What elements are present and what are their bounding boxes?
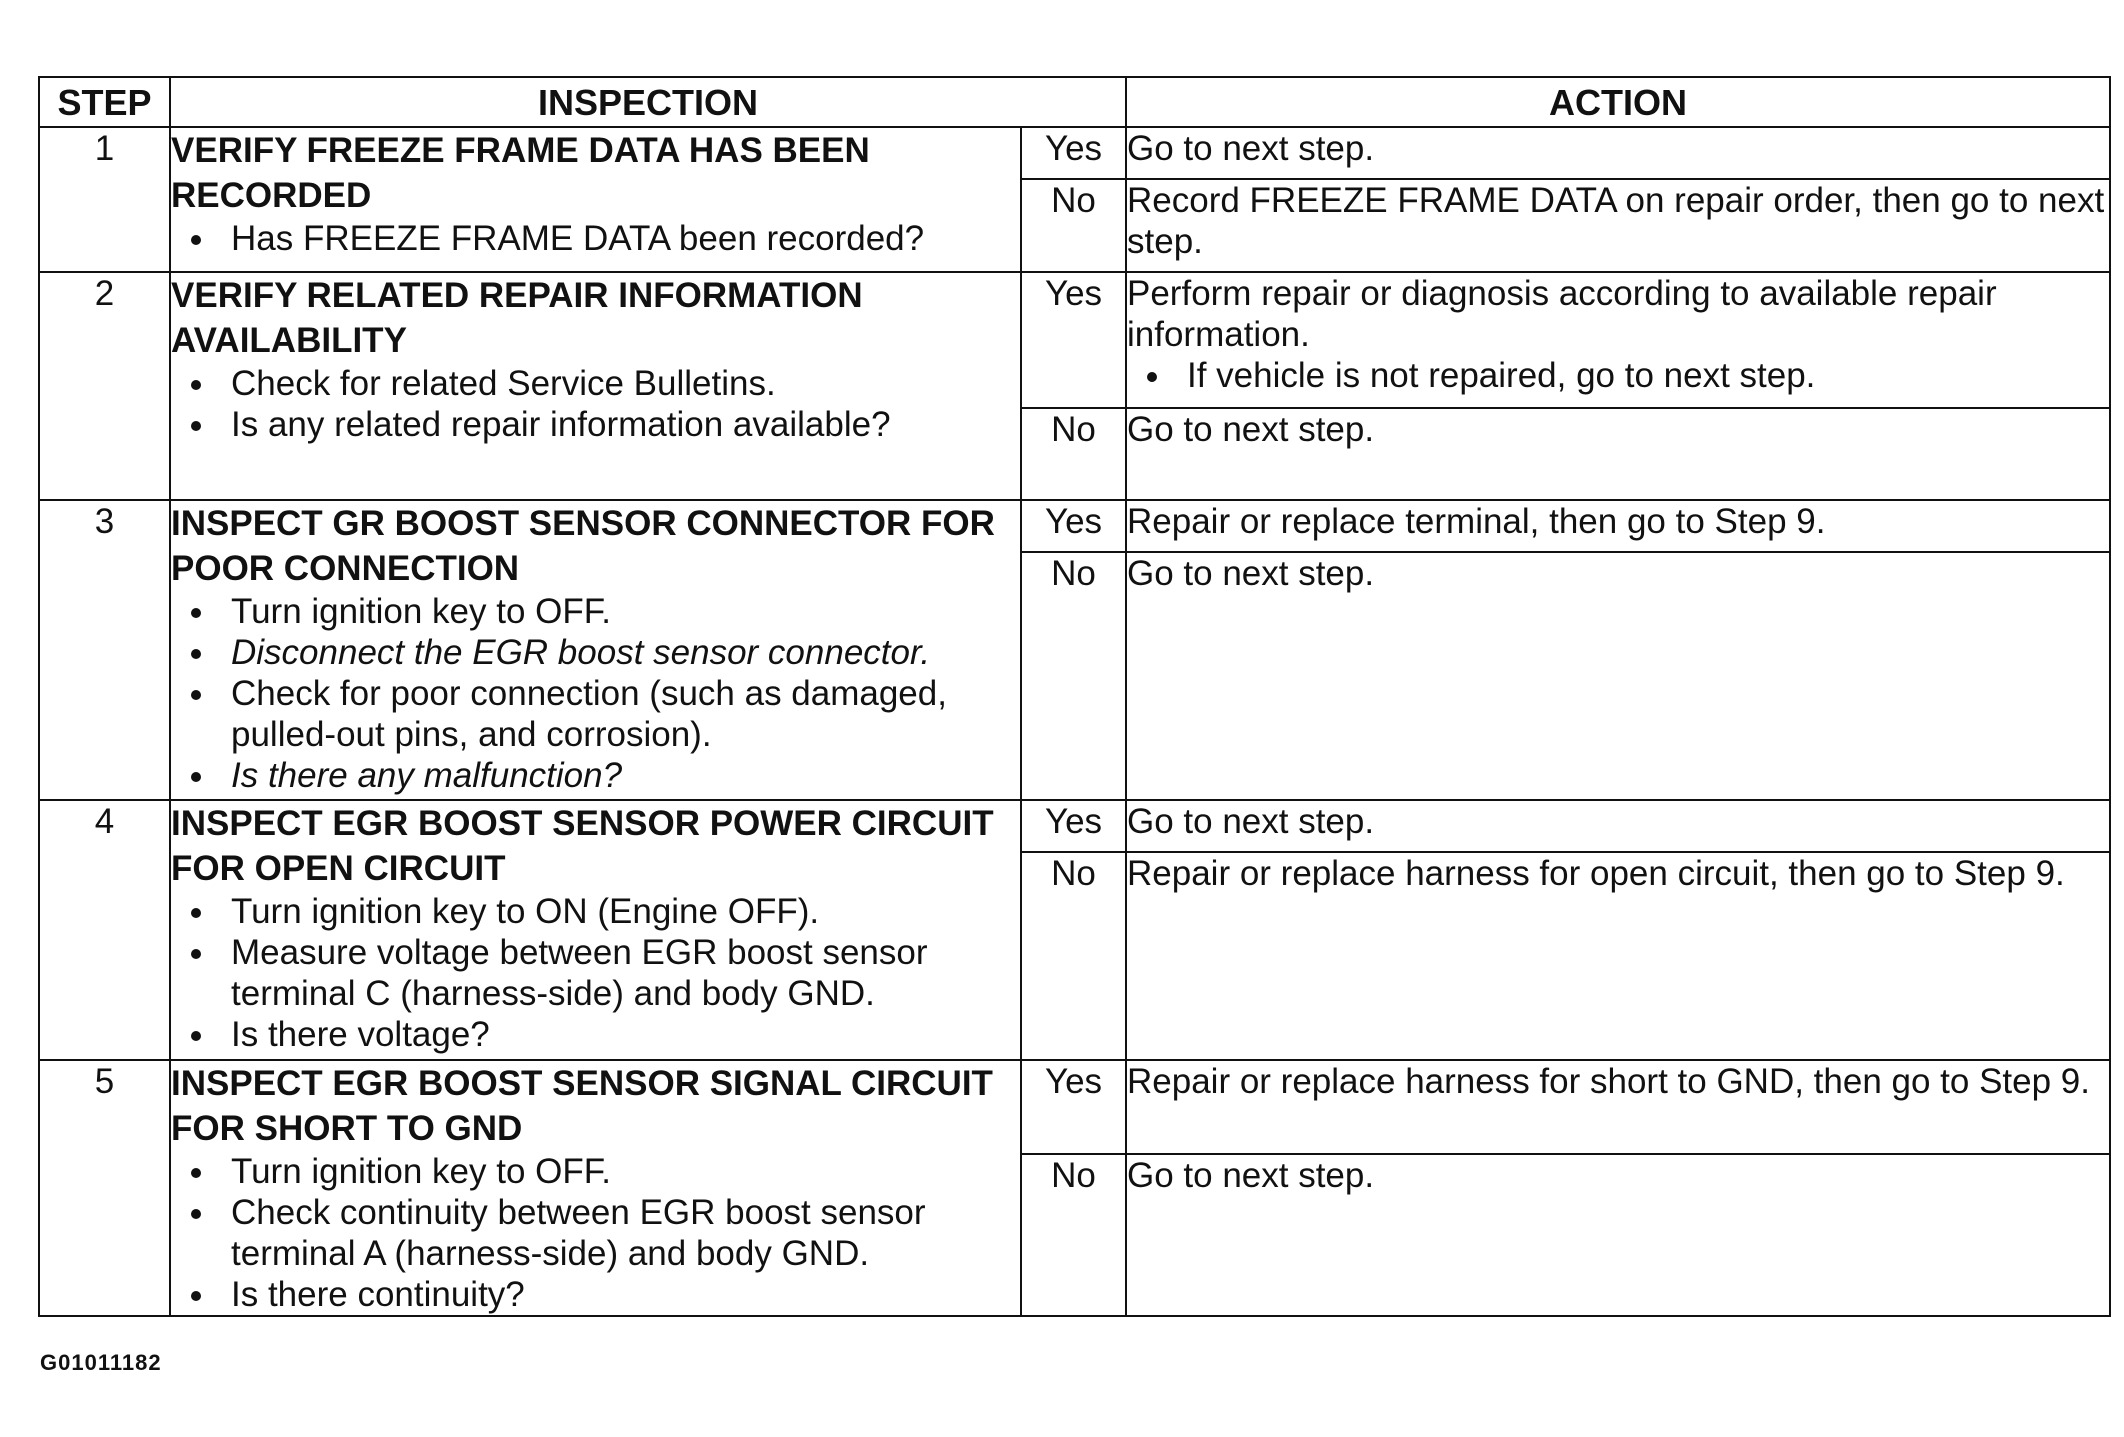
- table-row: [39, 800, 2110, 852]
- no-label: No: [1021, 408, 1126, 500]
- no-label: No: [1021, 852, 1126, 1060]
- inspection-bullet-list: [171, 363, 1020, 445]
- no-action-cell: [1126, 552, 2110, 800]
- no-action-cell: [1126, 852, 2110, 1060]
- inspection-cell: [170, 800, 1021, 1060]
- yes-label: Yes: [1021, 1060, 1126, 1154]
- yes-action-text: Repair or replace terminal, then go to Step 9.: [1127, 502, 1826, 541]
- inspection-bullet: Is there any malfunction?: [231, 755, 1020, 796]
- yes-action-text: Go to next step.: [1127, 129, 1375, 168]
- action-bullet: If vehicle is not repaired, go to next step.: [1187, 355, 2109, 396]
- inspection-cell: [170, 127, 1021, 272]
- no-action-cell: [1126, 408, 2110, 500]
- yes-label: Yes: [1021, 500, 1126, 552]
- inspection-bullet: Is there voltage?: [231, 1014, 1020, 1055]
- inspection-bullet-list: [171, 891, 1020, 1055]
- no-action-text: Record FREEZE FRAME DATA on repair order, then go to next step.: [1127, 181, 2105, 261]
- inspection-bullet: Disconnect the EGR boost sensor connector.: [231, 632, 1020, 673]
- no-label: No: [1021, 552, 1126, 800]
- no-action-text: Repair or replace harness for open circuit, then go to Step 9.: [1127, 854, 2065, 893]
- inspection-cell: [170, 500, 1021, 800]
- no-action-cell: [1126, 1154, 2110, 1316]
- step-number: 5: [39, 1060, 170, 1316]
- yes-label: Yes: [1021, 800, 1126, 852]
- action-bullet-list: [1127, 355, 2109, 396]
- no-label: No: [1021, 179, 1126, 272]
- inspection-bullet: Turn ignition key to ON (Engine OFF).: [231, 891, 1020, 932]
- header-action: ACTION: [1126, 77, 2110, 127]
- yes-label: Yes: [1021, 127, 1126, 179]
- yes-action-cell: [1126, 1060, 2110, 1154]
- figure-code: G01011182: [40, 1350, 162, 1375]
- step-number: 3: [39, 500, 170, 800]
- inspection-title: VERIFY FREEZE FRAME DATA HAS BEEN RECORDED: [171, 131, 870, 215]
- inspection-bullet: Has FREEZE FRAME DATA been recorded?: [231, 218, 1020, 259]
- table-row: [39, 127, 2110, 179]
- inspection-bullet: Check for related Service Bulletins.: [231, 363, 1020, 404]
- inspection-bullet: Turn ignition key to OFF.: [231, 591, 1020, 632]
- yes-action-text: Repair or replace harness for short to GND, then go to Step 9.: [1127, 1062, 2090, 1101]
- inspection-bullet: Is there continuity?: [231, 1274, 1020, 1315]
- inspection-bullet: Check for poor connection (such as damaged, pulled-out pins, and corrosion).: [231, 673, 1020, 755]
- inspection-title: INSPECT EGR BOOST SENSOR SIGNAL CIRCUIT FOR SHORT TO GND: [171, 1064, 993, 1148]
- header-step: STEP: [39, 77, 170, 127]
- table-header-row: [39, 77, 2110, 127]
- no-action-text: Go to next step.: [1127, 1156, 1375, 1196]
- yes-action-cell: [1126, 800, 2110, 852]
- header-inspection: INSPECTION: [170, 77, 1126, 127]
- yes-action-cell: [1126, 500, 2110, 552]
- diagnostic-procedure-sheet: [38, 76, 2109, 1317]
- inspection-bullet: Measure voltage between EGR boost sensor terminal C (harness-side) and body GND.: [231, 932, 1020, 1014]
- yes-action-cell: [1126, 127, 2110, 179]
- no-action-text: Go to next step.: [1127, 410, 1375, 449]
- inspection-bullet-list: [171, 1151, 1020, 1315]
- table-row: [39, 1060, 2110, 1154]
- step-number: 2: [39, 272, 170, 500]
- yes-action-cell: [1126, 272, 2110, 408]
- inspection-bullet: Turn ignition key to OFF.: [231, 1151, 1020, 1192]
- inspection-bullet: Is any related repair information available?: [231, 404, 1020, 445]
- yes-action-text: Perform repair or diagnosis according to available repair information.: [1127, 274, 1997, 354]
- yes-label: Yes: [1021, 272, 1126, 408]
- table-row: [39, 272, 2110, 408]
- no-label: No: [1021, 1154, 1126, 1316]
- inspection-cell: [170, 272, 1021, 500]
- diagnostic-table: [38, 76, 2111, 1317]
- inspection-title: INSPECT GR BOOST SENSOR CONNECTOR FOR POOR CONNECTION: [171, 504, 995, 588]
- table-body: [39, 127, 2110, 1316]
- no-action-text: Go to next step.: [1127, 554, 1375, 593]
- inspection-title: INSPECT EGR BOOST SENSOR POWER CIRCUIT FOR OPEN CIRCUIT: [171, 804, 994, 888]
- inspection-bullet: Check continuity between EGR boost sensor terminal A (harness-side) and body GND.: [231, 1192, 1020, 1274]
- inspection-bullet-list: [171, 591, 1020, 796]
- no-action-cell: [1126, 179, 2110, 272]
- inspection-cell: [170, 1060, 1021, 1316]
- step-number: 1: [39, 127, 170, 272]
- table-row: [39, 500, 2110, 552]
- step-number: 4: [39, 800, 170, 1060]
- inspection-title: VERIFY RELATED REPAIR INFORMATION AVAILABILITY: [171, 276, 863, 360]
- inspection-bullet-list: [171, 218, 1020, 259]
- yes-action-text: Go to next step.: [1127, 802, 1375, 841]
